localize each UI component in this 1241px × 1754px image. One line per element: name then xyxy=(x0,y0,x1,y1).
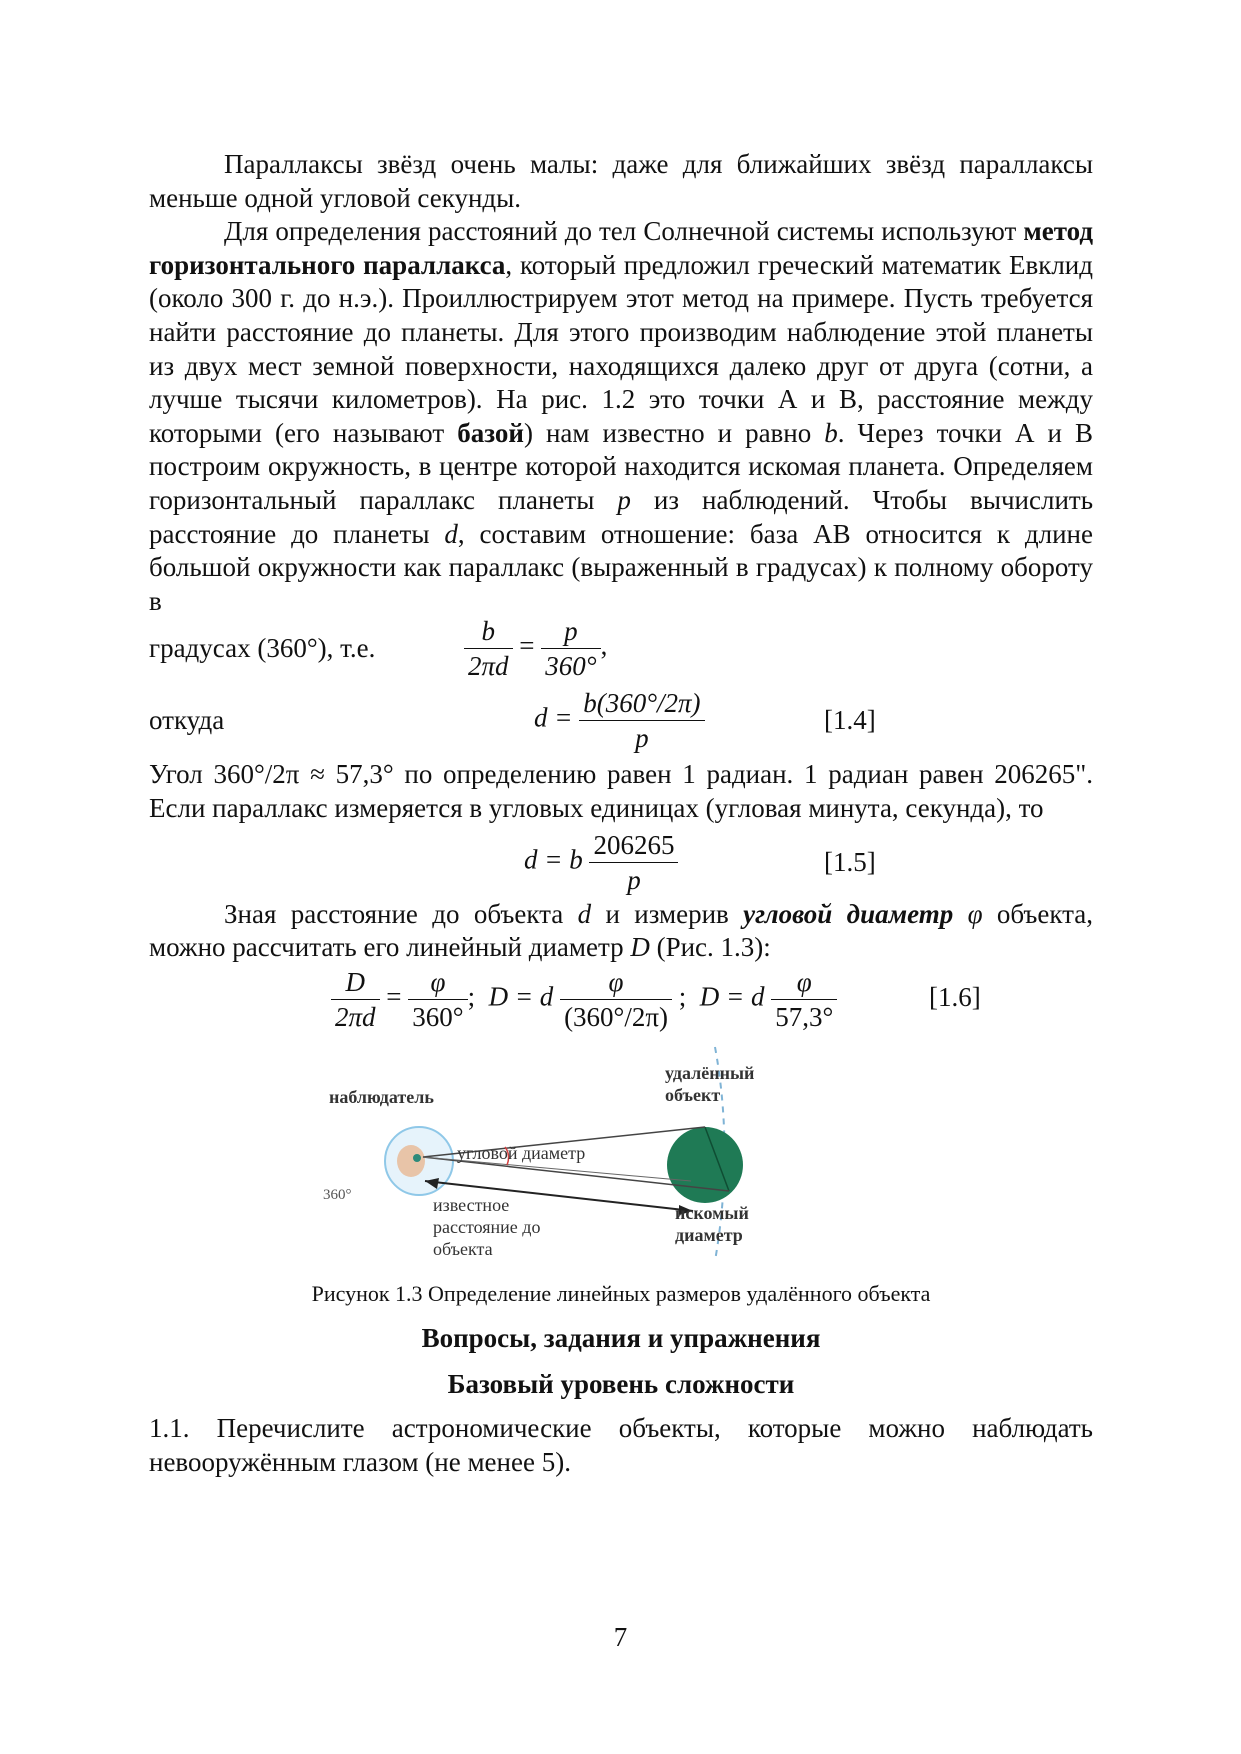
formula-206265: d = b $\frac{206265}{p}$ xyxy=(524,828,678,897)
paragraph-radian: Угол 360°/2π ≈ 57,3° по определению равен 1 радиан. 1 радиан равен 206265". Если параллакс измеряется в угловых единицах (угловая минута, секунда), то xyxy=(149,759,1093,823)
otkuda-text: откуда xyxy=(149,705,225,736)
formula-206265-row xyxy=(149,826,1093,898)
heading-base-level: Базовый уровень сложности xyxy=(447,1369,795,1400)
label-angular: угловой диаметр xyxy=(457,1142,586,1163)
equation-number-1-4: [1.4] xyxy=(824,705,876,736)
label-sought-2: диаметр xyxy=(675,1224,743,1245)
eye-icon xyxy=(397,1145,425,1177)
paragraph-angular-diameter: Зная расстояние до объекта d и измерив угловой диаметр φ объекта, можно рассчитать его линейный диаметр D (Рис. 1.3): xyxy=(149,898,1094,963)
formula-linear-diameter: $\frac{D}{2\pi d}$ = $\frac{\varphi}{360^\circ}$ ; D = d $\frac{\varphi}{(360^\circ/2\pi)}$ ; D = d $\frac{\varphi}{57,3^\circ}$ xyxy=(331,965,837,1034)
paragraph-parallax-small: Параллаксы звёзд очень малы: даже для ближайших звёзд параллаксы меньше одной угловой секунды. xyxy=(149,149,1093,213)
label-known-1: известное xyxy=(433,1194,510,1215)
label-sought-1: искомый xyxy=(675,1202,749,1223)
formula-ratio: $\frac{b}{2\pi d}$ = $\frac{p}{360^\circ}$ , xyxy=(464,614,607,683)
formula-d: d = $\frac{b(360^\circ/2\pi)}{p}$ xyxy=(534,686,705,755)
paragraph-horizontal-parallax: Для определения расстояний до тел Солнечной системы используют метод горизонтального параллакса, который предложил греческий математик Евклид (около 300 г. до н.э.). Проиллюстрируем этот метод на примере. Пусть требуется найти расстояние до планеты. Для этого производим наблюдение этой планеты из двух мест земной поверхности, находящихся далеко друг от друга (сотни, а лучше тысячи километров). На рис. 1.2 это точки А и В, расстояние между которыми (его называют базой) нам известно и равно b. Через точки А и В построим окружность, в центре которой находится искомая планета. Определяем горизонтальный параллакс планеты p из наблюдений. Чтобы вычислить расстояние до планеты d, составим отношение: база АВ относится к длине большой окружности как параллакс (выраженный в градусах) к полному обороту в xyxy=(149,216,1094,616)
question-1-1: 1.1. Перечислите астрономические объекты, которые можно наблюдать невооружённым глазом (не менее 5). xyxy=(149,1413,1093,1477)
label-known-2: расстояние до xyxy=(433,1216,541,1237)
label-known-3: объекта xyxy=(433,1238,493,1259)
formula-linear-diameter-row xyxy=(149,965,1093,1039)
label-observer: наблюдатель xyxy=(329,1086,434,1107)
equation-number-1-5: [1.5] xyxy=(824,846,876,877)
heading-questions: Вопросы, задания и упражнения xyxy=(421,1323,821,1354)
label-remote-2: объект xyxy=(665,1084,721,1105)
equation-number-1-6: [1.6] xyxy=(929,981,981,1012)
label-deg: 360° xyxy=(323,1186,352,1203)
remote-object xyxy=(667,1127,743,1203)
formula-d-row xyxy=(149,686,1093,752)
degrees-text: градусах (360°), т.е. xyxy=(149,633,376,664)
figure-caption: Рисунок 1.3 Определение линейных размеров удалённого объекта xyxy=(311,1280,931,1306)
page-number: 7 xyxy=(613,1622,628,1652)
page-content xyxy=(149,148,1093,1479)
figure-angular-diameter xyxy=(149,1041,1093,1271)
label-remote-1: удалённый xyxy=(665,1062,755,1083)
formula-ratio-row xyxy=(149,618,1093,686)
